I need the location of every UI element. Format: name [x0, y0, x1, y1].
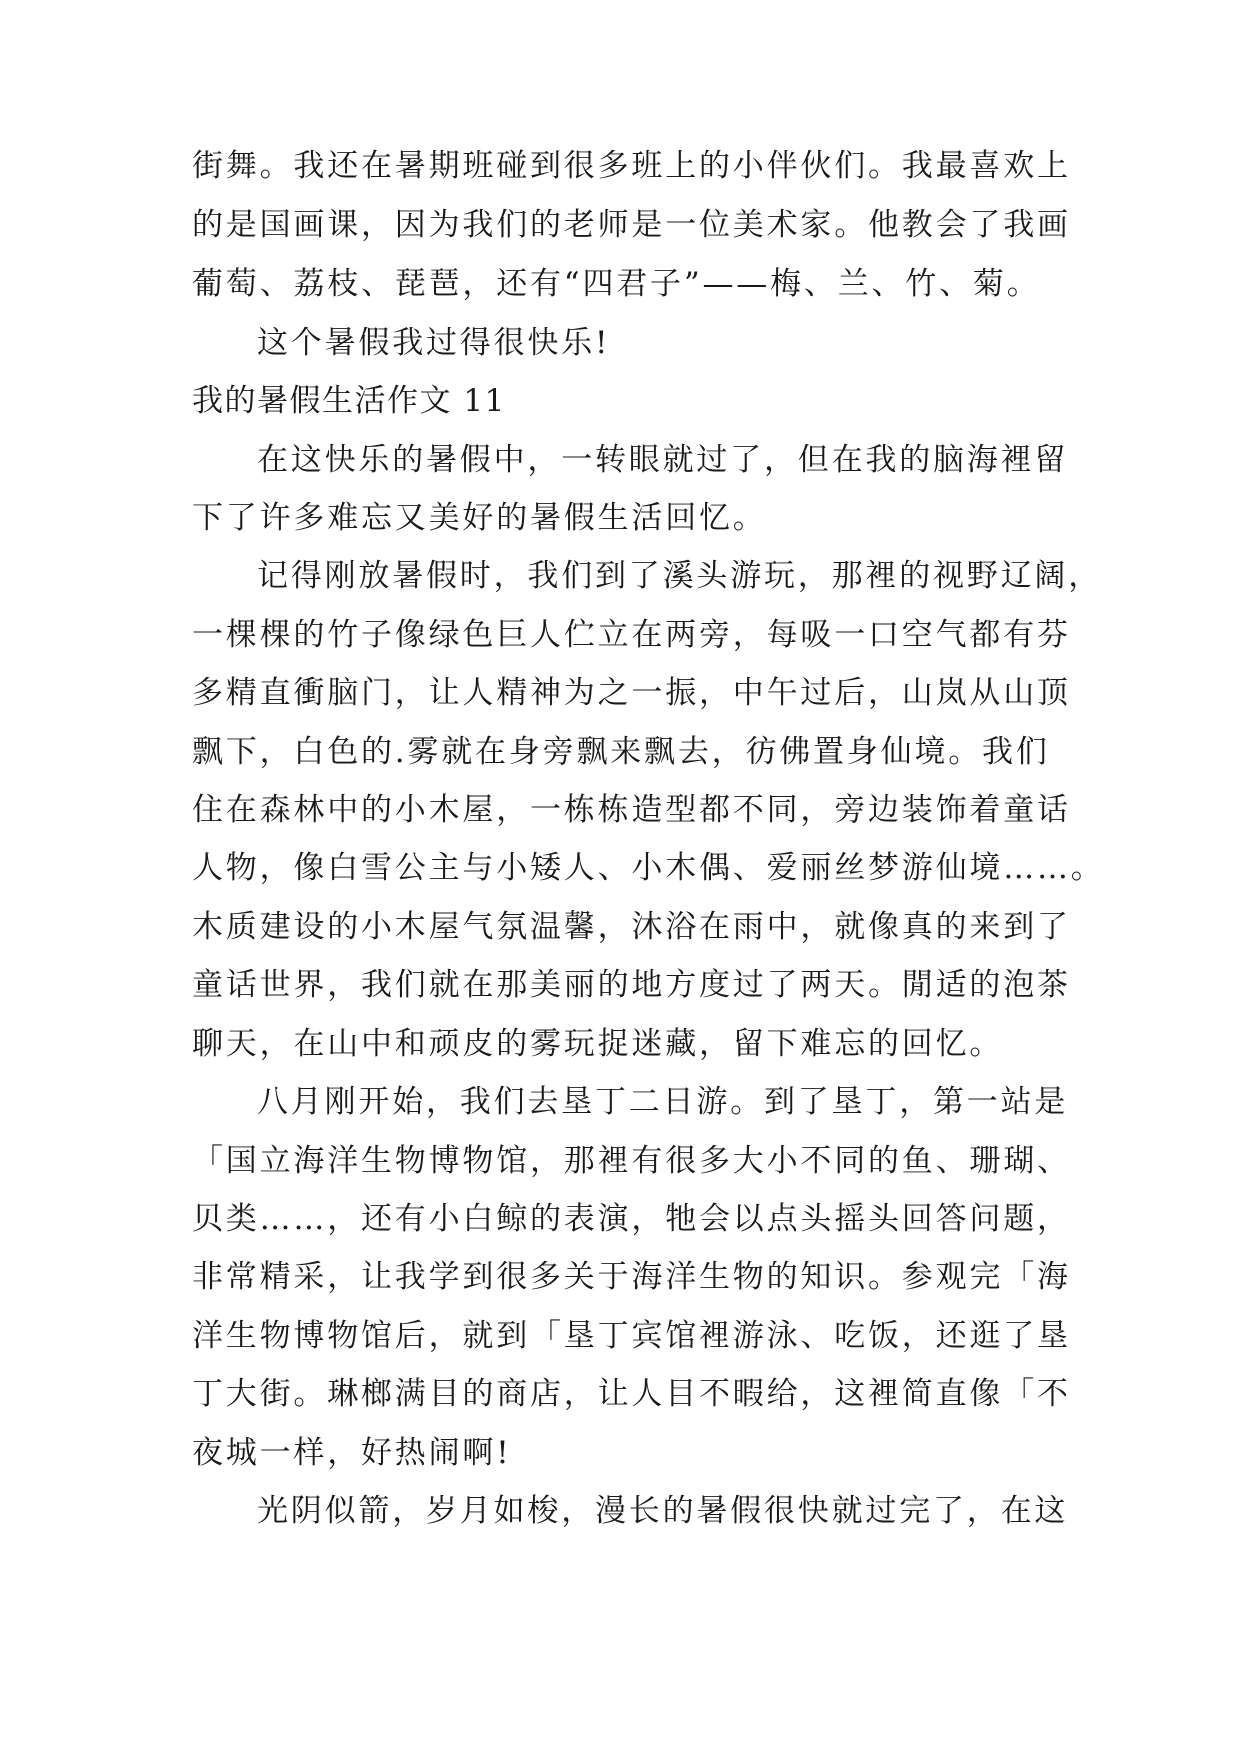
text-line: 这个暑假我过得很快乐!	[257, 325, 611, 361]
text-line: 非常精采，让我学到很多关于海洋生物的知识。参观完「海	[192, 1259, 1071, 1295]
text-line: 光阴似箭，岁月如梭，漫长的暑假很快就过完了，在这	[257, 1493, 1069, 1529]
text-line: 八月刚开始，我们去垦丁二日游。到了垦丁，第一站是	[257, 1084, 1069, 1120]
text-line: 丁大街。琳榔满目的商店，让人目不暇给，这裡简直像「不	[192, 1376, 1071, 1412]
text-line: 多精直衝脑门，让人精神为之一振，中午过后，山岚从山顶	[192, 675, 1071, 711]
text-line: 街舞。我还在暑期班碰到很多班上的小伴伙们。我最喜欢上	[192, 148, 1071, 184]
text-line: 人物，像白雪公主与小矮人、小木偶、爱丽丝梦游仙境……。	[192, 850, 1105, 886]
text-line: 聊天，在山中和顽皮的雾玩捉迷藏，留下难忘的回忆。	[192, 1026, 1004, 1062]
text-line: 「国立海洋生物博物馆，那裡有很多大小不同的鱼、珊瑚、	[192, 1143, 1071, 1179]
text-line: 的是国画课，因为我们的老师是一位美术家。他教会了我画	[192, 207, 1071, 243]
text-line: 木质建设的小木屋气氛温馨，沐浴在雨中，就像真的来到了	[192, 909, 1071, 945]
section-heading: 我的暑假生活作文 11	[192, 383, 506, 419]
text-line: 住在森林中的小木屋，一栋栋造型都不同，旁边装饰着童话	[192, 792, 1071, 828]
text-line: 童话世界，我们就在那美丽的地方度过了两天。閒适的泡茶	[192, 967, 1071, 1003]
text-line: 夜城一样，好热闹啊!	[192, 1435, 512, 1471]
text-line: 贝类……，还有小白鲸的表演，牠会以点头摇头回答问题，	[192, 1201, 1071, 1237]
text-line: 葡萄、荔枝、琵琶，还有“四君子”——梅、兰、竹、菊。	[192, 266, 1041, 302]
text-line: 在这快乐的暑假中，一转眼就过了，但在我的脑海裡留	[257, 442, 1069, 478]
text-line: 飘下，白色的.雾就在身旁飘来飘去，彷佛置身仙境。我们	[192, 734, 1050, 770]
text-line: 一棵棵的竹子像绿色巨人伫立在两旁，每吸一口空气都有芬	[192, 617, 1071, 653]
text-line: 洋生物博物馆后，就到「垦丁宾馆裡游泳、吃饭，还逛了垦	[192, 1318, 1071, 1354]
text-line: 下了许多难忘又美好的暑假生活回忆。	[192, 500, 767, 536]
text-line: 记得刚放暑假时，我们到了溪头游玩，那裡的视野辽阔，	[257, 558, 1102, 594]
